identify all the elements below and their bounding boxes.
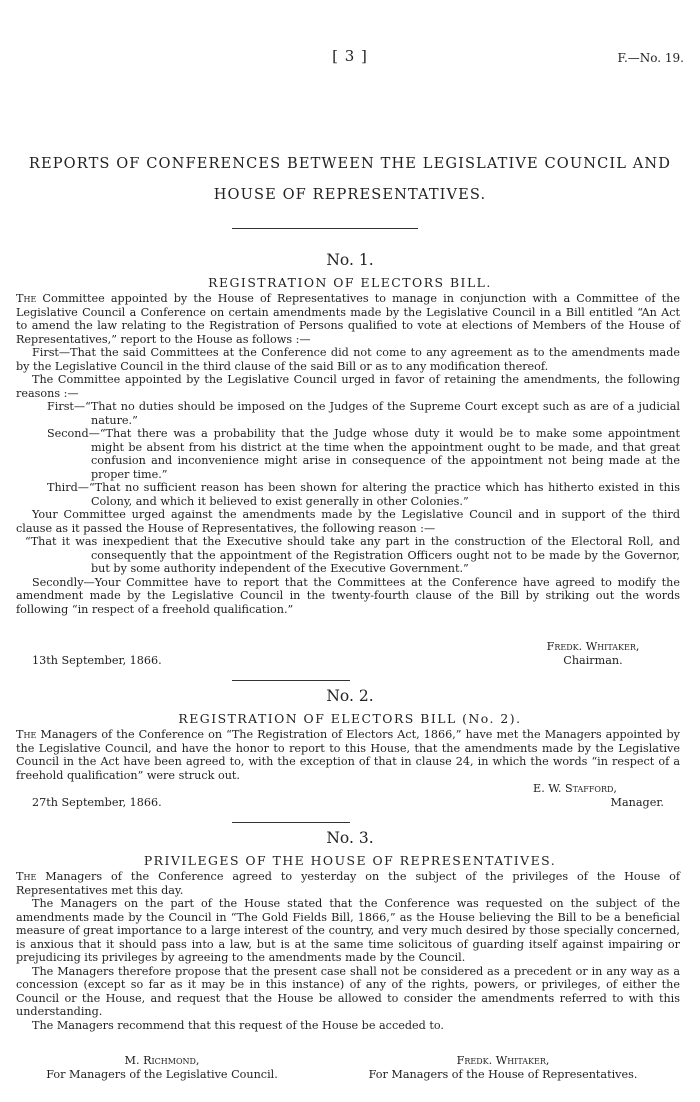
section-3-right-signatory: Fredk. Whitaker, bbox=[456, 1054, 550, 1067]
section-3-right-signature bbox=[318, 1054, 688, 1081]
section-3-heading: PRIVILEGES OF THE HOUSE OF REPRESENTATIVES. bbox=[143, 853, 557, 868]
section-1-secondly: Secondly—Your Committee have to report that the Committees at the Conference have agreed to modify the amendment made by the Legislative Council in the twenty-fourth clause of the Bill by striking out the words following “in respect of a freehold qualification.” bbox=[16, 575, 680, 616]
section-1-first-point: First—That the said Committees at the Conference did not come to any agreement as to the amendments made by the Legislative Council in the third clause of the said Bill or as to any modification thereof. bbox=[16, 346, 680, 373]
page-number: [ 3 ] bbox=[332, 47, 368, 65]
section-1-body bbox=[16, 292, 680, 616]
title-divider bbox=[232, 228, 418, 229]
section-2-date: 27th September, 1866. bbox=[32, 796, 162, 809]
section-3-managers-part: The Managers on the part of the House stated that the Conference was requested on the subject of the amendments made by the Council in “The Gold Fields Bill, 1866,” as the House believing the Bill to be a beneficial measure of great importance to a large interest of the country, and very much desired by those specially concerned, is anxious that it should pass into a law, but is at the same time solicitous of guarding itself against impairing or prejudicing its privileges by agreeing to the amendments made by the Council. bbox=[16, 897, 680, 964]
section-1-reason-third: Third—“That no sufficient reason has been shown for altering the practice which has hitherto existed in this Colony, and which it believed to exist generally in other Colonies.” bbox=[47, 481, 680, 508]
section-1-intro-first-word: The bbox=[16, 292, 37, 305]
section-2-signatory-role: Manager. bbox=[610, 795, 664, 809]
main-title bbox=[0, 148, 700, 210]
section-1-council-reasons-intro: The Committee appointed by the Legislative Council urged in favor of retaining the amendments, the following reasons :— bbox=[16, 373, 680, 400]
section-2-signatory: E. W. Stafford, bbox=[533, 782, 617, 795]
section-2-heading: REGISTRATION OF ELECTORS BILL (No. 2). bbox=[178, 711, 522, 726]
section-3-intro-first-word: The bbox=[16, 870, 37, 883]
section-2-first-word: The bbox=[16, 728, 37, 741]
section-3-body bbox=[16, 870, 680, 1032]
section-3-right-role: For Managers of the House of Representatives. bbox=[368, 1067, 638, 1081]
section-1-signatory: Fredk. Whitaker, bbox=[546, 640, 640, 653]
section-1-reason-first: First—“That no duties should be imposed on the Judges of the Supreme Court except such as are of a judicial nature.” bbox=[47, 400, 680, 427]
section-3-number: No. 3. bbox=[326, 829, 374, 847]
document-reference: F.—No. 19. bbox=[617, 51, 684, 65]
section-2-signature bbox=[470, 782, 680, 809]
section-1-quoted-reason: “That it was inexpedient that the Executive should take any part in the construction of the Electoral Roll, and consequently that the appointment of the Registration Officers ought not to be made by the Governor, but by some authority independent of the Executive Government.” bbox=[25, 535, 680, 575]
section-1-intro: Committee appointed by the House of Representatives to manage in conjunction with a Committee of the Legislative Council a Conference on certain amendments made by the Legislative Council in a Bill entitled “An Act to amend the law relating to the Registration of Persons qualified to vote at elections of Members of the House of Representatives,” report to the House as follows :— bbox=[16, 292, 680, 346]
section-3-intro: Managers of the Conference agreed to yesterday on the subject of the privileges of the House of Representatives met this day. bbox=[16, 870, 681, 897]
section-1-heading: REGISTRATION OF ELECTORS BILL. bbox=[208, 275, 492, 290]
main-title-line-2: HOUSE OF REPRESENTATIVES. bbox=[213, 186, 487, 203]
section-1-date: 13th September, 1866. bbox=[32, 654, 162, 667]
section-1-number: No. 1. bbox=[326, 251, 374, 269]
section-1-signature bbox=[508, 640, 678, 667]
section-3-left-signature bbox=[12, 1054, 312, 1081]
section-2-body bbox=[16, 728, 680, 782]
section-divider-1 bbox=[232, 680, 350, 681]
section-1-your-committee: Your Committee urged against the amendments made by the Legislative Council and in support of the third clause as it passed the House of Representatives, the following reason :— bbox=[16, 508, 680, 535]
section-3-left-role: For Managers of the Legislative Council. bbox=[46, 1067, 278, 1081]
section-divider-2 bbox=[232, 822, 350, 823]
section-2-text: Managers of the Conference on “The Registration of Electors Act, 1866,” have met the Managers appointed by the Legislative Council, and have the honor to report to this House, that the amendments made by the Legislative Council in the Act have been agreed to, with the exception of that in clause 24, in which the words “in respect of a freehold qualification” were struck out. bbox=[16, 728, 680, 782]
section-2-number: No. 2. bbox=[326, 687, 374, 705]
section-3-managers-recommend: The Managers recommend that this request of the House be acceded to. bbox=[32, 1018, 444, 1032]
section-1-reason-second: Second—“That there was a probability that the Judge whose duty it would be to make some appointment might be absent from his district at the time when the appointment ought to be made, and that great confusion and inconvenience might arise in consequence of the appointment not being made at the proper time.” bbox=[47, 427, 680, 481]
section-3-managers-therefore: The Managers therefore propose that the present case shall not be considered as a precedent or in any way as a concession (except so far as it may be in this instance) of any of the rights, powers, or privileges, of either the Council or the House, and request that the House be allowed to consider the amendments referred to with this understanding. bbox=[16, 964, 680, 1018]
section-1-signatory-role: Chairman. bbox=[563, 653, 623, 667]
main-title-line-1: REPORTS OF CONFERENCES BETWEEN THE LEGISLATIVE COUNCIL AND bbox=[28, 155, 672, 172]
section-3-left-signatory: M. Richmond, bbox=[124, 1054, 200, 1067]
